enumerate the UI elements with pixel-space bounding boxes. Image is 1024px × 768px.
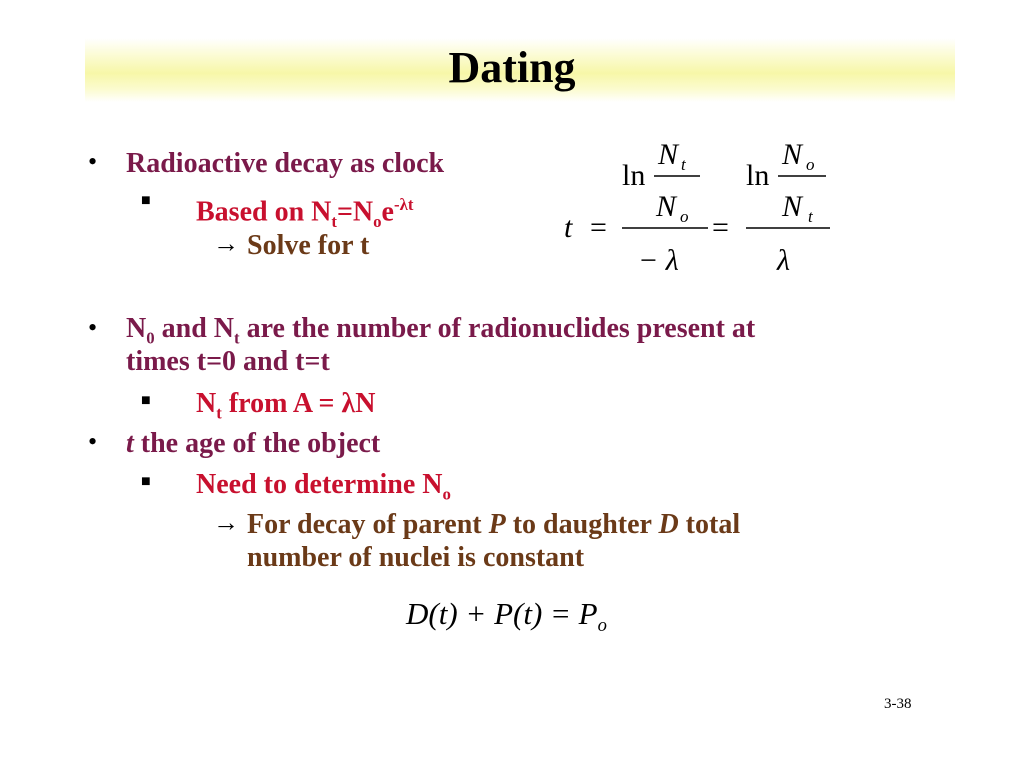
- conservation-equation: $D(t) + P(t) = P_o$: [406, 596, 607, 637]
- bullet1-text: Radioactive decay as clock: [126, 148, 445, 179]
- eq-lambda: λ: [777, 244, 790, 277]
- bullet3-arrow-line1: For decay of parent P to daughter D total: [247, 509, 741, 540]
- bullet2-line2: times t=0 and t=t: [126, 346, 330, 377]
- bullet2-sub: $N_t$ from A = λN: [196, 388, 376, 423]
- arrow-icon: →: [213, 229, 239, 258]
- eq-minus-lambda: − λ: [638, 244, 679, 277]
- bullet-dot: •: [88, 427, 98, 456]
- square-bullet: ■: [141, 392, 151, 409]
- eq-sub-t-1: t: [681, 155, 686, 174]
- bullet3-text: t the age of the object: [126, 428, 381, 459]
- eq-ln-1: ln: [622, 159, 646, 192]
- bullet3-arrow-line2: number of nuclei is constant: [247, 542, 585, 573]
- eq-ln-2: ln: [746, 159, 770, 192]
- eq-sub-t-2: t: [808, 207, 813, 226]
- bullet2-line1: $N_0$ and $N_t$ are the number of radionuclides present at: [126, 313, 756, 348]
- arrow-icon: →: [213, 508, 239, 537]
- bullet-dot: •: [88, 147, 98, 176]
- eq-t: t: [564, 211, 573, 244]
- eq-equals-2: =: [712, 211, 729, 244]
- eq-N-num-2: N: [782, 138, 803, 171]
- eq-sub-o-2: o: [806, 155, 815, 174]
- eq-equals-1: =: [590, 211, 607, 244]
- slide-title: Dating: [448, 43, 576, 92]
- decay-equation: [560, 130, 850, 280]
- square-bullet: ■: [141, 473, 151, 490]
- bullet3-sub: Need to determine $N_o$: [196, 469, 451, 504]
- bullet-dot: •: [88, 313, 98, 342]
- bullet1-arrow-text: Solve for t: [247, 230, 370, 261]
- bullet1-sub: Based on $N_t=N_oe^{-\lambda t}$: [196, 195, 414, 231]
- eq-sub-o-1: o: [680, 207, 689, 226]
- eq-N-num-1: N: [658, 138, 679, 171]
- page-number: 3-38: [884, 696, 912, 712]
- eq-N-den-1: N: [656, 190, 677, 223]
- square-bullet: ■: [141, 192, 151, 209]
- eq-N-den-2: N: [782, 190, 803, 223]
